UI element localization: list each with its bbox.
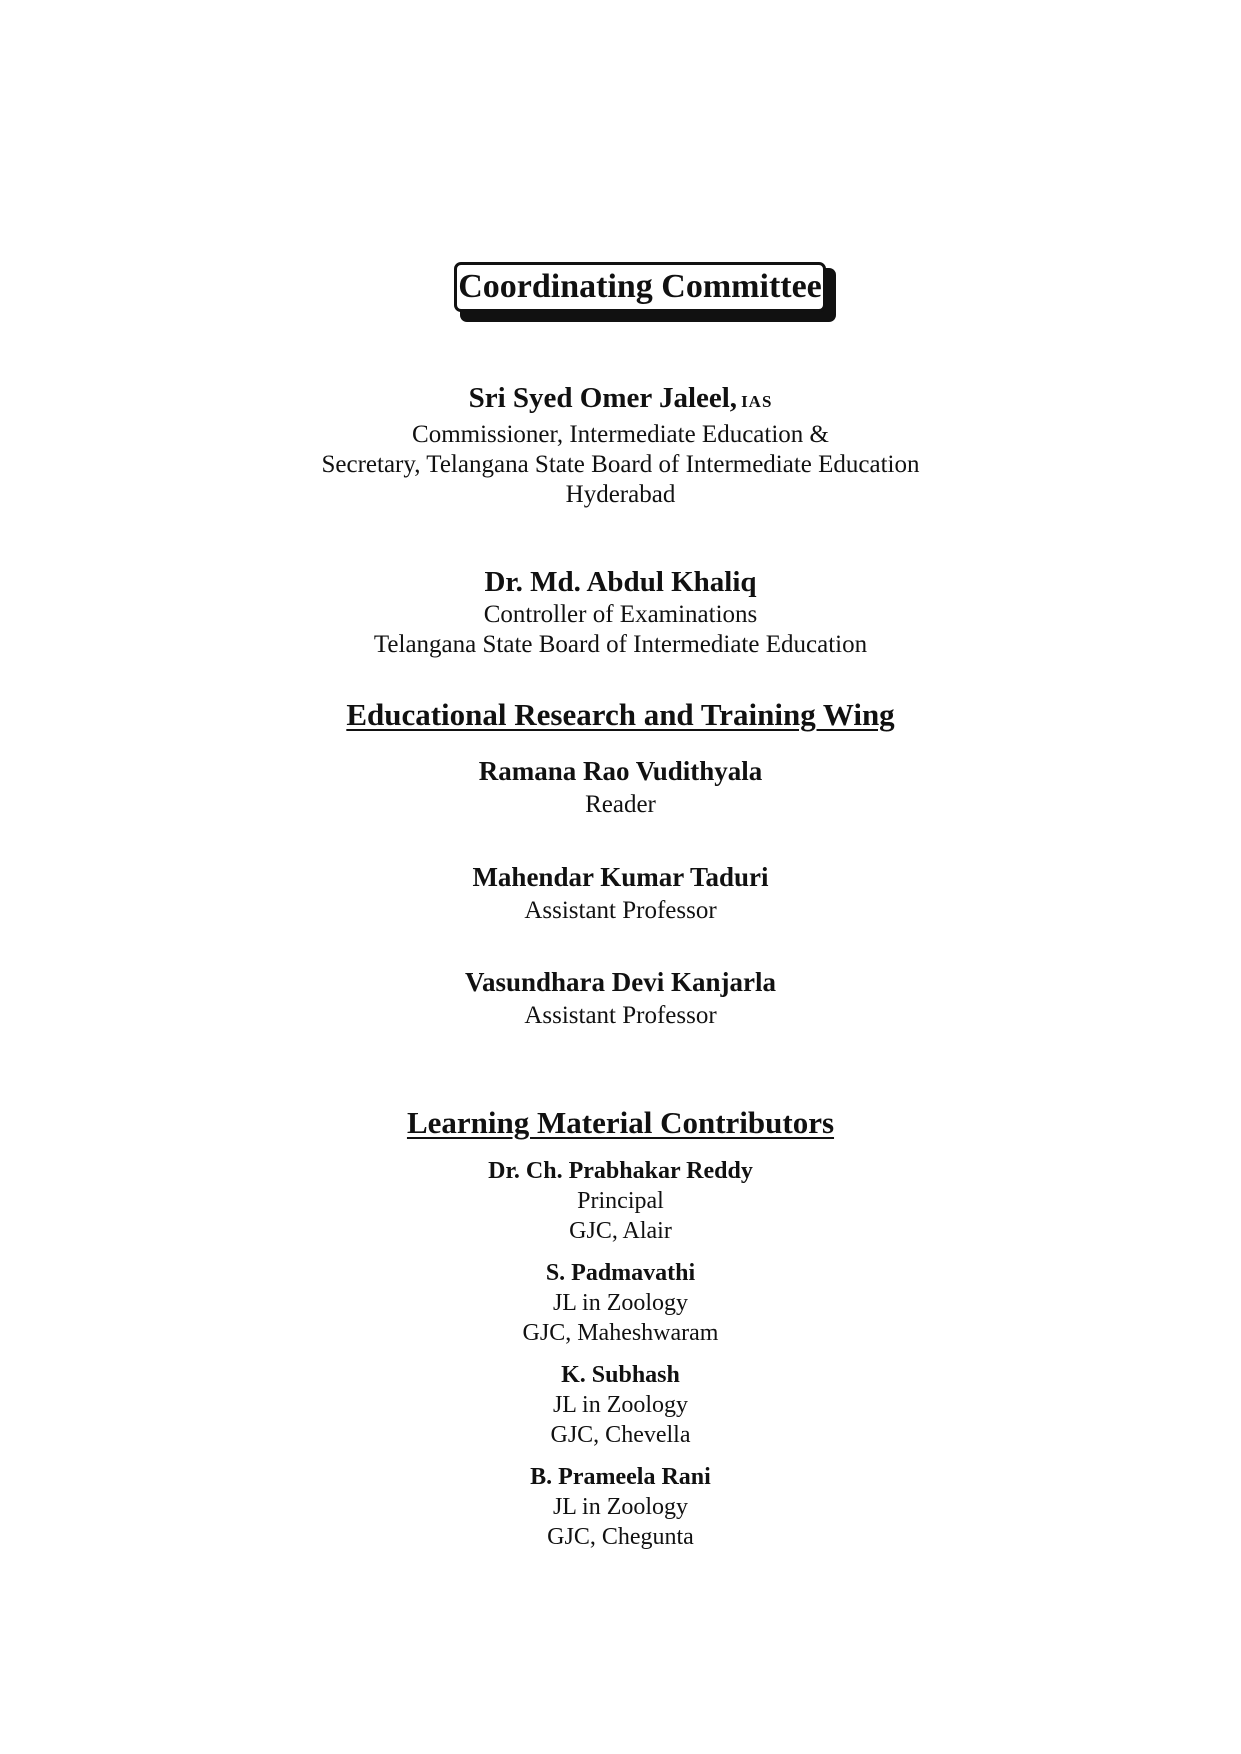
member-location-line: Hyderabad — [565, 481, 676, 508]
member-name — [0, 380, 1241, 420]
member-name-suffix: IAS — [741, 392, 773, 411]
contributor-role: JL in Zoology — [552, 1494, 689, 1520]
member-designation-line: Commissioner, Intermediate Education & — [412, 421, 829, 448]
ertw-member-1 — [0, 754, 1241, 820]
contributor-name: Dr. Ch. Prabhakar Reddy — [488, 1158, 753, 1184]
member-role: Reader — [585, 791, 656, 818]
contributor-place: GJC, Maheshwaram — [522, 1320, 719, 1346]
contributors-section-heading: Learning Material Contributors — [406, 1105, 835, 1140]
contributor-role: Principal — [577, 1188, 664, 1214]
member-name: Vasundhara Devi Kanjarla — [464, 967, 777, 997]
member-role: Assistant Professor — [524, 1002, 717, 1029]
committee-member-1 — [0, 380, 1241, 510]
contributor-role: JL in Zoology — [552, 1392, 689, 1418]
member-name: Dr. Md. Abdul Khaliq — [484, 566, 757, 598]
contributor-3 — [0, 1360, 1241, 1450]
coordinating-committee-heading: Coordinating Committee — [454, 262, 826, 312]
contributor-1 — [0, 1156, 1241, 1246]
contributor-place: GJC, Chegunta — [547, 1524, 694, 1550]
member-name: Ramana Rao Vudithyala — [478, 756, 763, 786]
member-designation-line: Secretary, Telangana State Board of Intermediate Education — [321, 451, 920, 478]
contributor-name: S. Padmavathi — [545, 1260, 696, 1286]
ertw-section-heading: Educational Research and Training Wing — [346, 697, 895, 732]
contributor-name: B. Prameela Rani — [530, 1464, 711, 1490]
contributor-role: JL in Zoology — [552, 1290, 689, 1316]
member-name: Mahendar Kumar Taduri — [472, 862, 769, 892]
ertw-member-2 — [0, 860, 1241, 926]
contributor-place: GJC, Chevella — [550, 1422, 691, 1448]
committee-member-2 — [0, 564, 1241, 660]
contributor-2 — [0, 1258, 1241, 1348]
contributor-name: K. Subhash — [561, 1362, 680, 1388]
ertw-member-3 — [0, 965, 1241, 1031]
contributor-place: GJC, Alair — [569, 1218, 672, 1244]
coordinating-committee-heading-box — [454, 262, 834, 320]
member-role: Assistant Professor — [524, 897, 717, 924]
member-name-text: Sri Syed Omer Jaleel, — [468, 382, 738, 414]
contributor-4 — [0, 1462, 1241, 1552]
member-designation-line: Controller of Examinations — [483, 601, 758, 628]
member-designation-line: Telangana State Board of Intermediate Education — [373, 631, 868, 658]
